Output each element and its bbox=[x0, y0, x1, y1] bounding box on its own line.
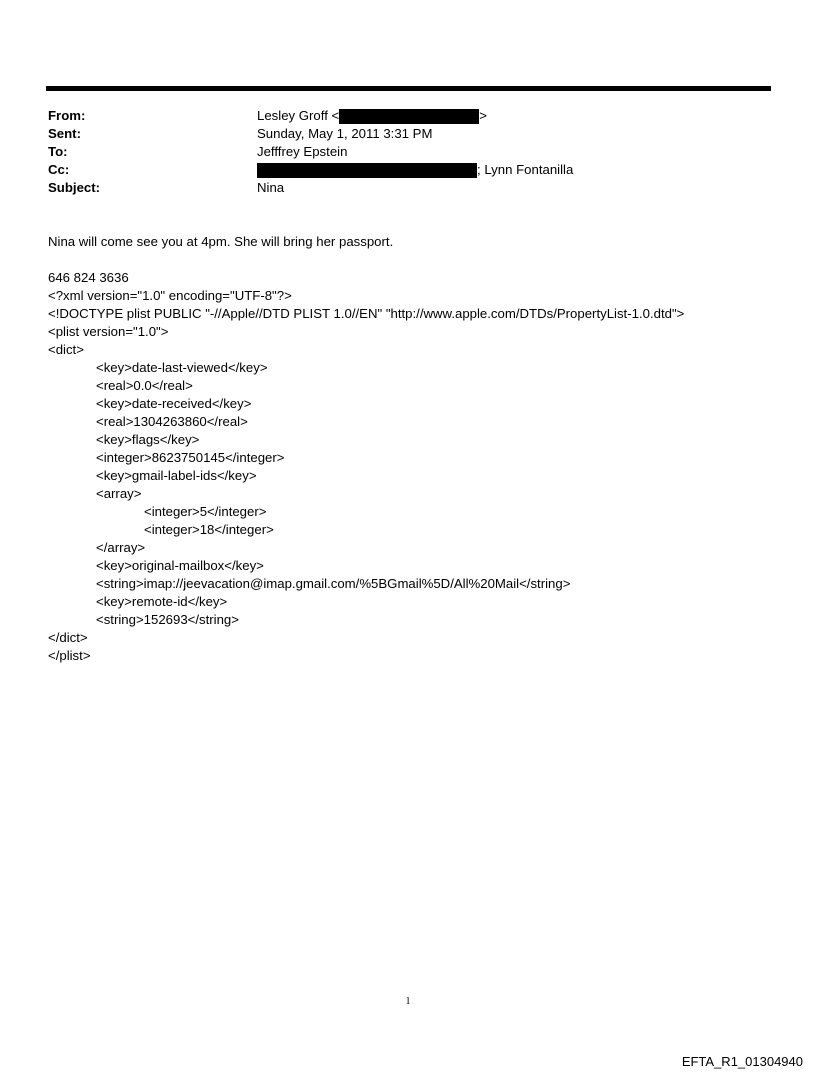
plist-line: <key>date-last-viewed</key> bbox=[96, 360, 268, 375]
redaction-bar bbox=[257, 163, 477, 178]
from-row bbox=[48, 107, 768, 125]
email-header bbox=[48, 107, 768, 197]
plist-line: <key>gmail-label-ids</key> bbox=[96, 468, 257, 483]
plist-line: </array> bbox=[96, 540, 146, 555]
bates-number: EFTA_R1_01304940 bbox=[681, 1054, 803, 1069]
from-name: Lesley Groff < bbox=[257, 108, 340, 123]
to-row bbox=[48, 143, 768, 161]
plist-line: <integer>18</integer> bbox=[144, 522, 274, 537]
subject-value: Nina bbox=[257, 180, 285, 195]
from-label: From: bbox=[48, 108, 86, 123]
cc-label: Cc: bbox=[48, 162, 70, 177]
cc-row bbox=[48, 161, 768, 179]
email-body bbox=[48, 233, 768, 665]
plist-line: <integer>8623750145</integer> bbox=[96, 450, 285, 465]
plist-line: <real>1304263860</real> bbox=[96, 414, 248, 429]
cc-text: ; Lynn Fontanilla bbox=[477, 162, 574, 177]
cc-value bbox=[257, 161, 573, 179]
sent-value: Sunday, May 1, 2011 3:31 PM bbox=[257, 126, 433, 141]
plist-line: <?xml version="1.0" encoding="UTF-8"?> bbox=[48, 288, 292, 303]
header-rule bbox=[46, 86, 771, 91]
from-close: > bbox=[479, 108, 487, 123]
plist-line: <plist version="1.0"> bbox=[48, 324, 169, 339]
sent-row bbox=[48, 125, 768, 143]
message-text: Nina will come see you at 4pm. She will bring her passport. bbox=[48, 234, 394, 249]
plist-line: <key>date-received</key> bbox=[96, 396, 252, 411]
sent-label: Sent: bbox=[48, 126, 81, 141]
plist-line: <dict> bbox=[48, 342, 84, 357]
plist-line: </dict> bbox=[48, 630, 88, 645]
plist-line: </plist> bbox=[48, 648, 91, 663]
plist-line: <array> bbox=[96, 486, 142, 501]
to-label: To: bbox=[48, 144, 68, 159]
plist-line: <real>0.0</real> bbox=[96, 378, 193, 393]
plist-line: <string>imap://jeevacation@imap.gmail.com/%5BGmail%5D/All%20Mail</string> bbox=[96, 576, 571, 591]
plist-line: <key>flags</key> bbox=[96, 432, 200, 447]
plist-line: <!DOCTYPE plist PUBLIC "-//Apple//DTD PLIST 1.0//EN" "http://www.apple.com/DTDs/PropertyList-1.0.dtd"> bbox=[48, 306, 685, 321]
phone-number: 646 824 3636 bbox=[48, 270, 129, 285]
page-number: 1 bbox=[405, 996, 411, 1007]
plist-line: <key>original-mailbox</key> bbox=[96, 558, 264, 573]
subject-label: Subject: bbox=[48, 180, 101, 195]
plist-line: <string>152693</string> bbox=[96, 612, 239, 627]
subject-row bbox=[48, 179, 768, 197]
from-value bbox=[257, 107, 487, 125]
plist-block bbox=[48, 287, 768, 665]
plist-line: <key>remote-id</key> bbox=[96, 594, 228, 609]
redaction-bar bbox=[339, 109, 479, 124]
to-value: Jefffrey Epstein bbox=[257, 144, 348, 159]
plist-line: <integer>5</integer> bbox=[144, 504, 267, 519]
